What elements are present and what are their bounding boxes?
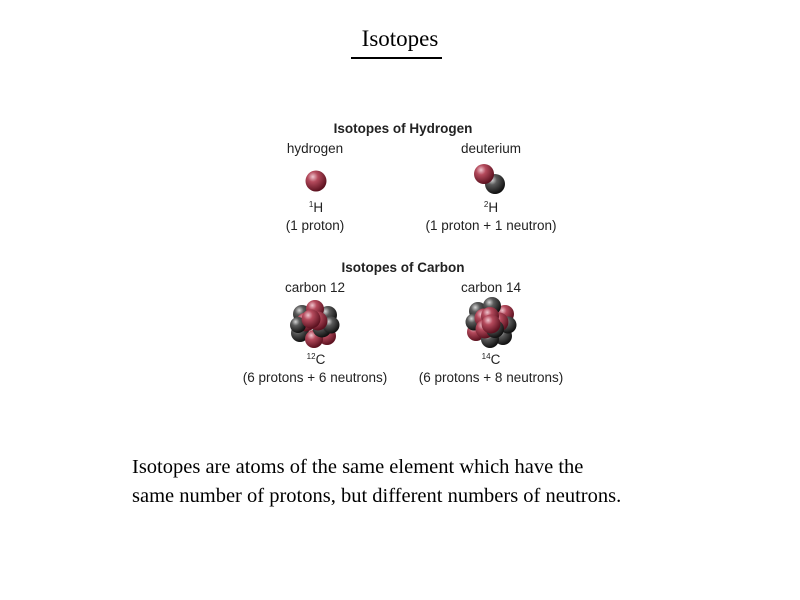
definition-line-2: same number of protons, but different numbers of neutrons.	[132, 485, 622, 507]
hydrogen-heading: Isotopes of Hydrogen	[333, 121, 473, 136]
carbon-heading: Isotopes of Carbon	[341, 260, 465, 275]
hydrogen-nucleus	[306, 171, 327, 192]
slide-title: Isotopes	[361, 26, 439, 51]
proton-sphere	[474, 164, 494, 184]
hydrogen-composition: (1 proton)	[285, 218, 345, 233]
isotope-definition	[132, 453, 752, 511]
hydrogen-symbol: $^1$H	[308, 200, 324, 215]
proton-sphere	[306, 171, 327, 192]
carbon-14-composition: (6 protons + 8 neutrons)	[418, 370, 564, 385]
carbon-14-nucleus	[466, 297, 517, 348]
carbon-14-symbol: $^{14}$C	[481, 352, 501, 367]
hydrogen-name: hydrogen	[286, 141, 344, 156]
deuterium-name: deuterium	[460, 141, 522, 156]
definition-line-1: Isotopes are atoms of the same element which have the	[132, 456, 584, 478]
deuterium-symbol: $^2$H	[483, 200, 499, 215]
carbon-12-composition: (6 protons + 6 neutrons)	[242, 370, 388, 385]
carbon-12-nucleus	[290, 300, 340, 348]
carbon-14-name: carbon 14	[460, 280, 522, 295]
deuterium-nucleus	[474, 164, 505, 194]
proton-sphere	[302, 310, 321, 329]
carbon-12-symbol: $^{12}$C	[306, 352, 326, 367]
proton-sphere	[482, 315, 501, 334]
deuterium-composition: (1 proton + 1 neutron)	[425, 218, 557, 233]
carbon-12-name: carbon 12	[284, 280, 346, 295]
